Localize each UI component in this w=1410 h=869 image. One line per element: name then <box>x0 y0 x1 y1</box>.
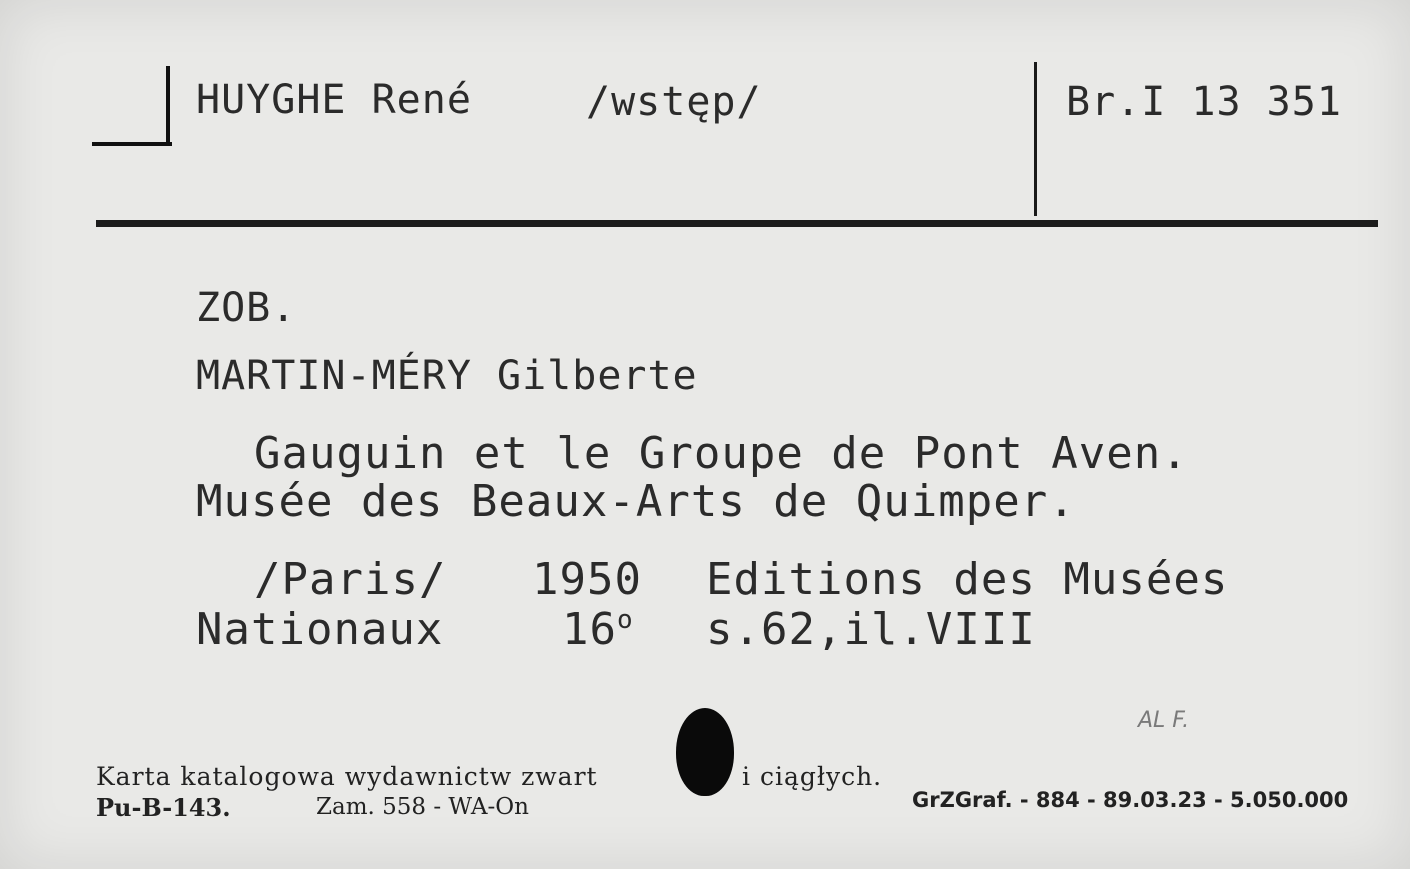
publication-place: /Paris/ <box>254 554 447 605</box>
see-reference: ZOB. <box>196 285 297 331</box>
format-superscript: o <box>616 605 634 635</box>
corner-mark-vertical <box>166 66 170 146</box>
heading-role: /wstęp/ <box>586 79 762 125</box>
punch-hole <box>676 708 734 796</box>
title-line-1: Gauguin et le Groupe de Pont Aven. <box>254 428 1189 479</box>
main-author: MARTIN-MÉRY Gilberte <box>196 353 698 399</box>
footer-card-type-a: Karta katalogowa wydawnictw zwart <box>96 762 598 791</box>
corner-mark-horizontal <box>92 142 172 146</box>
publisher-line-2: Nationaux <box>196 604 444 655</box>
heading-author: HUYGHE René <box>196 77 472 123</box>
footer-code: Pu-B-143. <box>96 793 231 822</box>
footer-printer: GrZGraf. - 884 - 89.03.23 - 5.050.000 <box>912 788 1349 812</box>
extent: s.62,il.VIII <box>706 604 1036 655</box>
call-number: Br.I 13 351 <box>1066 79 1342 125</box>
footer-order: Zam. 558 - WA-On <box>316 794 529 820</box>
header-rule <box>96 220 1378 227</box>
handwritten-note: AL F. <box>1138 708 1190 733</box>
publisher-line-1: Editions des Musées <box>706 554 1229 605</box>
header-divider <box>1034 62 1037 216</box>
footer-card-type-b: i ciągłych. <box>742 762 883 791</box>
format: 16$^o$ <box>562 604 634 655</box>
title-line-2: Musée des Beaux-Arts de Quimper. <box>196 476 1076 527</box>
publication-year: 1950 <box>532 554 642 605</box>
